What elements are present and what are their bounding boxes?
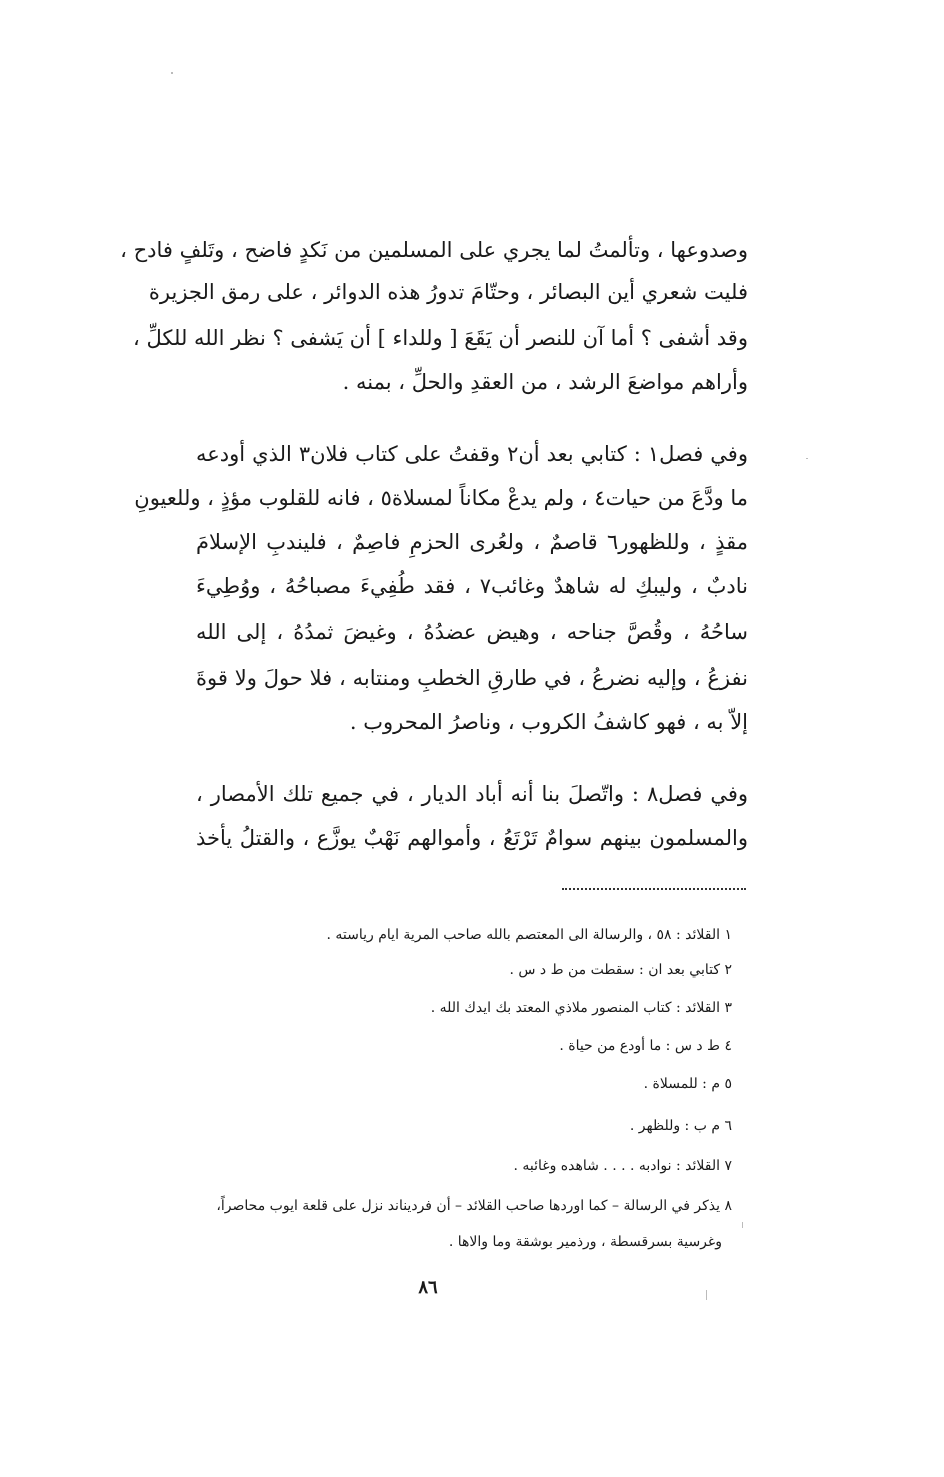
text-line: وقد أشفى ؟ أما آن للنصر أن يَقَعَ [ وللداء ] أن يَشفى ؟ نظر الله للكلِّ ، [133, 326, 748, 350]
footnote: ٨ يذكر في الرسالة – كما اوردها صاحب القلائد – أن فرديناند نزل على قلعة ايوب محاصراً، [216, 1198, 732, 1214]
scan-speck [706, 1290, 707, 1300]
scan-speck [171, 72, 173, 74]
footnote: ٢ كتابي بعد ان : سقطت من ط د س . [509, 962, 732, 978]
text-line: وفي فصل٨ : واتّصلَ بنا أنه أباد الديار ، في جميع تلك الأمصار ، [196, 782, 748, 806]
text-line: ما ودَّعَ من حيات٤ ، ولم يدعْ مكاناً لمسلاة٥ ، فانه للقلوب مؤذٍ ، وللعيونِ [134, 486, 748, 510]
footnote: ١ القلائد : ٥٨ ، والرسالة الى المعتصم بالله صاحب المرية ايام رياسته . [326, 927, 732, 943]
text-line: والمسلمون بينهم سوامٌ تَرْتَعُ ، وأموالهم نَهْبٌ يوزَّع ، والقتلُ يأخذ [196, 826, 748, 850]
text-line: وفي فصل١ : كتابي بعد أن٢ وقفتُ على كتاب فلان٣ الذي أودعه [196, 442, 748, 466]
footnote: ٦ م ب : وللظهر . [629, 1118, 732, 1134]
text-line: إلاّ به ، فهو كاشفُ الكروب ، وناصرُ المحروب . [349, 710, 748, 734]
footnote: ٣ القلائد : كتاب المنصور ملاذي المعتد بك ايدك الله . [430, 1000, 732, 1016]
footnote: ٥ م : للمسلاة . [643, 1076, 732, 1092]
footnote: ٤ ط د س : ما أودع من حياة . [559, 1038, 732, 1054]
text-line: وصدوعها ، وتألمتُ لما يجري على المسلمين من نَكدٍ فاضح ، وتَلفٍ فادح ، [120, 238, 748, 262]
text-line: فليت شعري أين البصائر ، وحتّامَ تدورُ هذه الدوائر ، على رمق الجزيرة [148, 280, 748, 304]
page-number: ٨٦ [418, 1277, 438, 1298]
text-line: وأراهم مواضعَ الرشد ، من العقدِ والحلِّ ، بمنه . [342, 370, 748, 394]
text-line: ساحُهُ ، وقُصَّ جناحه ، وهيض عضدُهُ ، وغيضَ ثمدُهُ ، إلى الله [196, 620, 748, 644]
text-line: مقذٍ ، وللظهور٦ قاصمٌ ، ولعُرى الحزمِ فاصِمٌ ، فليندبِ الإسلامَ [196, 530, 748, 554]
footnote: ٧ القلائد : نوادبه . . . . شاهده وغائبه . [513, 1158, 732, 1174]
scan-speck [742, 1222, 743, 1228]
scan-speck [806, 458, 808, 459]
text-line: نادبٌ ، وليبكِ له شاهدٌ وغائب٧ ، فقد طُفِيءَ مصباحُهُ ، ووُطِيءَ [196, 574, 748, 598]
footnote-separator [562, 888, 746, 890]
footnote-continuation: وغرسية بسرقسطة ، ورذمير بوشقة وما والاها . [448, 1234, 722, 1250]
text-line: نفزعُ ، وإليه نضرعُ ، في طارقِ الخطبِ ومنتابه ، فلا حولَ ولا قوةَ [196, 666, 748, 690]
